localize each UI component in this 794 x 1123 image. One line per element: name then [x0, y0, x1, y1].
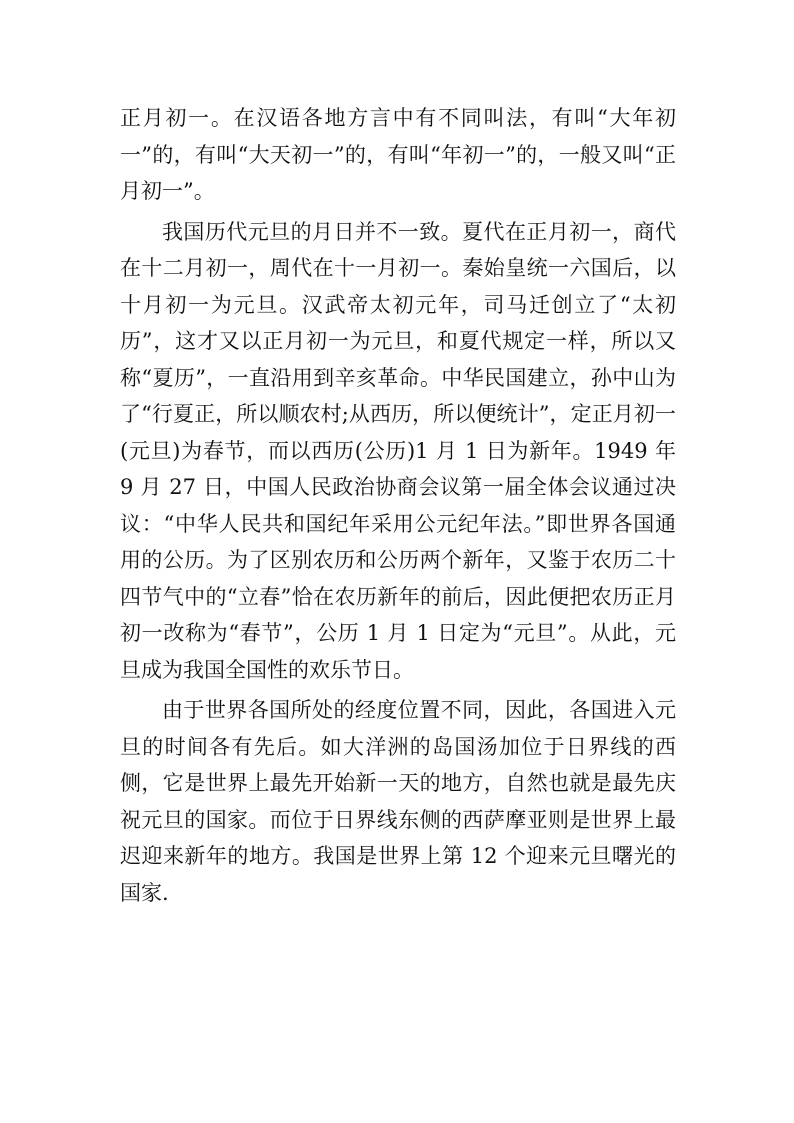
paragraph-2: 我国历代元旦的月日并不一致。夏代在正月初一，商代在十二月初一，周代在十一月初一。秦始皇统一六国后，以十月初一为元旦。汉武帝太初元年，司马迁创立了“太初历”，这才又以正月初一为元旦，和夏代规定一样，所以又称“夏历”，一直沿用到辛亥革命。中华民国建立，孙中山为了“行夏正，所以顺农村;从西历，所以便统计”，定正月初一(元旦)为春节，而以西历(公历)1 月 1 日为新年。1949 年 9 月 27 日，中国人民政治协商会议第一届全体会议通过决议：“中华人民共和国纪年采用公元纪年法。”即世界各国通用的公历。为了区别农历和公历两个新年，又鉴于农历二十四节气中的“立春”恰在农历新年的前后，因此便把农历正月初一改称为“春节”，公历 1 月 1 日定为“元旦”。从此，元旦成为我国全国性的欢乐节日。 — [120, 219, 676, 682]
document-page — [120, 100, 676, 911]
paragraph-1: 正月初一。在汉语各地方言中有不同叫法，有叫“大年初一”的，有叫“大天初一”的，有叫“年初一”的，一般又叫“正月初一”。 — [120, 106, 676, 203]
paragraph-3: 由于世界各国所处的经度位置不同，因此，各国进入元旦的时间各有先后。如大洋洲的岛国汤加位于日界线的西侧，它是世界上最先开始新一天的地方，自然也就是最先庆祝元旦的国家。而位于日界线东侧的西萨摩亚则是世界上最迟迎来新年的地方。我国是世界上第 12 个迎来元旦曙光的国家. — [120, 698, 676, 905]
